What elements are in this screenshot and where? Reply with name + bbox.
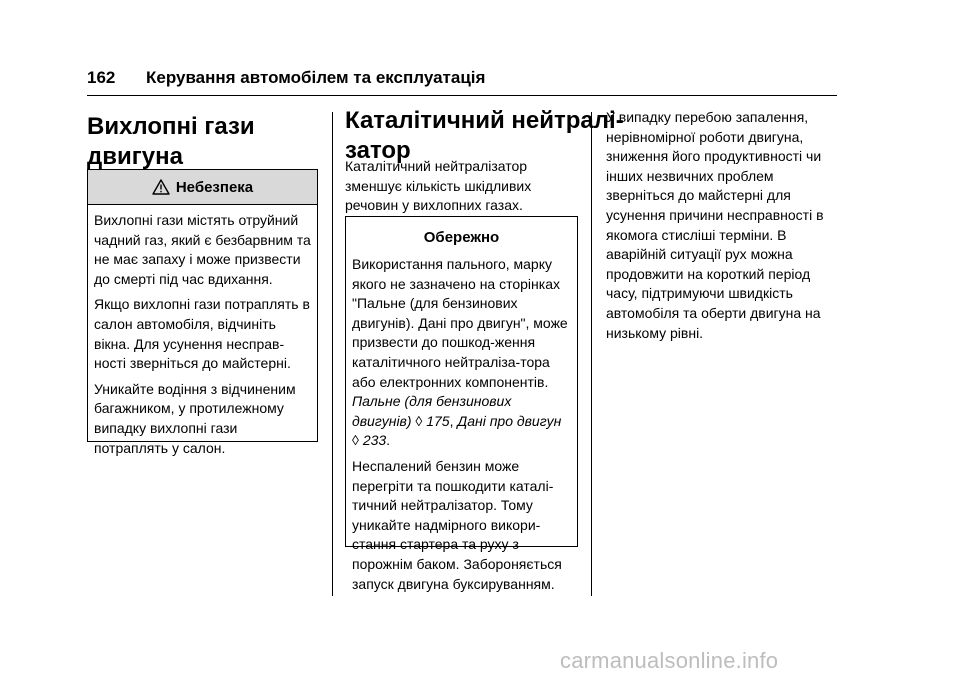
caution-body [346,253,577,594]
catalytic-intro: Каталітичний нейтралізатор зменшує кількість шкідливих речовин у вихлопних газах. [345,158,532,214]
caution-paragraph-2: Неспалений бензин може перегріти та пошкодити каталі-тичний нейтралізатор. Тому уникайте надмірного викори-стання стартера та руху з порожнім баком. Забороняється запуск двигуна буксируванням. [352,457,562,592]
column-divider-2 [591,112,592,596]
danger-box [87,169,318,456]
catalytic-heading: Каталітичний нейтралі- затор [345,107,624,164]
caution-box [345,216,578,592]
reference-link[interactable]: Дані про двигун [457,412,562,429]
watermark: carmanualsonline.info [560,648,779,673]
page-ref-number[interactable]: 175 [426,412,450,429]
page-number: 162 [87,68,116,87]
column-divider-1 [332,112,333,596]
page-ref-arrow-icon: ◊ [352,432,359,449]
reference-link[interactable]: Пальне (для бензинових двигунів) [352,393,512,429]
danger-paragraph: Уникайте водіння з відчиненим багажником, у протилежному випадку вихлопні гази потраплять у салон. [94,380,296,456]
caution-title: Обережно [423,229,500,246]
caution-paragraph-1: Використання пального, марку якого не зазначено на сторінках "Пальне (для бензинових двигунів). Дані про двигун", може призвести до пошкод-ження каталітичного нейтраліза-тора або електронних компонентів. Пальне (для бензинових двигунів) ◊ 175, Дані про двигун ◊ 233. [352,256,568,449]
page-ref-number[interactable]: 233 [362,432,387,449]
section-title: Керування автомобілем та експлуатація [146,68,486,87]
header-rule [87,95,837,96]
danger-paragraph: Якщо вихлопні гази потраплять в салон автомобіля, відчиніть вікна. Для усунення несправ-ності зверніться до майстерні. [94,296,310,372]
danger-paragraph: Вихлопні гази містять отруйний чадний газ, який є безбарвним та не має запаху і може призвести до смерті під час вдихання. [94,212,311,287]
warning-triangle-icon [152,179,170,195]
danger-title: Небезпека [175,178,254,196]
danger-body [88,205,317,458]
page-ref-arrow-icon: ◊ [415,412,423,429]
exhaust-heading: Вихлопні гази двигуна [87,113,255,170]
misfire-paragraph: У випадку перебою запалення, нерівномірної роботи двигуна, зниження його продуктивності чи інших незвичних проблем зверніться до майстерні для усунення причини несправності в якомога стисліші терміни. В аварійній ситуації рух можна продовжити на короткий період часу, підтримуючи швидкість автомобіля та оберти двигуна на низькому рівні. [606,109,824,341]
danger-box-header [88,170,317,205]
